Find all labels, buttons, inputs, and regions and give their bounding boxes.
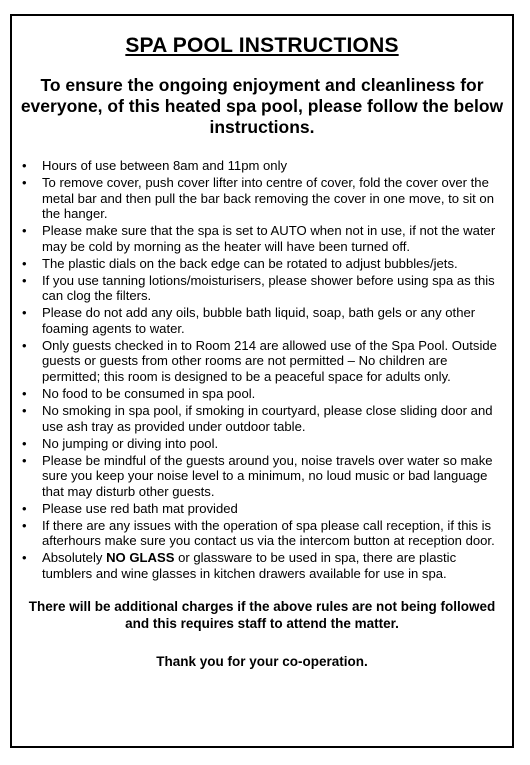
rule-text: Please be mindful of the guests around you, noise travels over water so make sure you keep your noise level to a minimum, no loud music or bad language that may disturb other guests. [42,452,493,499]
rule-text: No food to be consumed in spa pool. [42,386,256,402]
rule-text: No smoking in spa pool, if smoking in courtyard, please close sliding door and use ash tray as provided under outdoor table. [42,403,493,434]
rule-item-no-glass [12,550,512,581]
rule-item [12,305,512,336]
rule-text: Please do not add any oils, bubble bath liquid, soap, bath gels or any other foaming agents to water. [42,305,476,336]
rule-item [12,403,512,434]
rule-item [12,436,512,452]
rule-text: Hours of use between 8am and 11pm only [42,158,288,173]
rule-text: No jumping or diving into pool. [42,435,219,451]
bullet-icon: • [22,272,27,288]
rule-text: To remove cover, push cover lifter into centre of cover, fold the cover over the metal bar and then pull the bar back removing the cover in one move, to sit on the hanger. [42,174,494,222]
bullet-icon: • [22,517,27,533]
rule-item [12,256,512,272]
rule-text: If you use tanning lotions/moisturisers, please shower before using spa as this can clog the filters. [42,272,495,304]
bullet-icon: • [22,337,27,353]
rule-item [12,273,512,304]
page-title: SPA POOL INSTRUCTIONS [125,34,399,57]
charges-notice: There will be additional charges if the above rules are not being followed and this requires staff to attend the matter. [28,598,496,631]
bullet-icon: • [22,550,27,566]
rule-text: Only guests checked in to Room 214 are allowed use of the Spa Pool. Outside guests or guests from other rooms are not permitted – No children are permitted; this room is designed to be a peaceful space for adults only. [42,337,497,385]
bullet-icon: • [22,403,27,419]
rule-item [12,338,512,385]
bullet-icon: • [22,158,27,173]
bullet-icon: • [22,500,27,516]
bullet-icon: • [22,255,27,271]
thanks-text: Thank you for your co-operation. [156,653,368,669]
rule-item [12,158,512,174]
bullet-icon: • [22,435,27,451]
rule-item [12,501,512,517]
bullet-icon: • [22,223,27,239]
bullet-icon: • [22,305,27,321]
rule-text-prefix: Absolutely [42,550,107,566]
no-glass-emphasis: NO GLASS [106,550,175,566]
rule-text: Please use red bath mat provided [42,500,238,516]
rule-text: Please make sure that the spa is set to AUTO when not in use, if not the water may be cold by morning as the heater will have been turned off. [42,223,496,254]
rule-text-suffix: or glassware to be used in spa, there are plastic tumblers and wine glasses in kitchen drawers available for use in spa. [42,550,457,581]
rule-text: The plastic dials on the back edge can be rotated to adjust bubbles/jets. [42,255,458,271]
rule-item [12,386,512,402]
rule-text: If there are any issues with the operation of spa please call reception, if this is afterhours make sure you contact us via the intercom button at reception door. [42,517,495,549]
bullet-icon: • [22,174,27,190]
rules-list [12,158,512,582]
rule-item [12,453,512,500]
bullet-icon: • [22,386,27,402]
rule-item [12,175,512,222]
rule-item [12,518,512,549]
bullet-icon: • [22,452,27,468]
intro-text: To ensure the ongoing enjoyment and cleanliness for everyone, of this heated spa pool, please follow the below instructions. [20,75,504,137]
rule-item [12,223,512,254]
instruction-sheet [10,14,514,748]
